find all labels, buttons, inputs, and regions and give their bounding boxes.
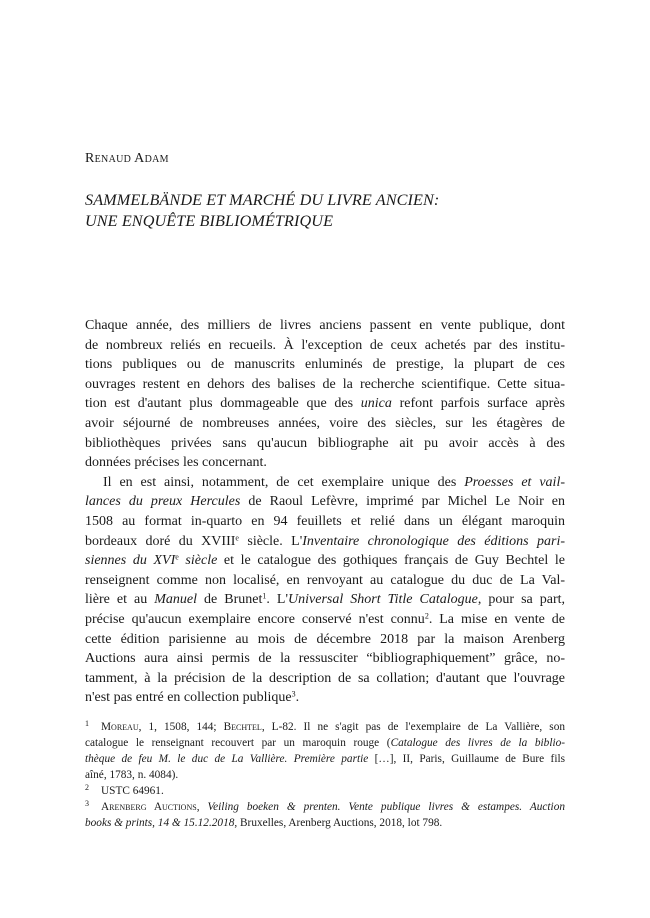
- author-smallcaps: Arenberg Auctions: [101, 801, 197, 813]
- text-line: [85, 492, 565, 512]
- text-run: siècle. L': [238, 533, 303, 549]
- text-run: , pour sa part,: [477, 592, 566, 608]
- text-run: catalogue le renseignant recouvert par un maroquin rouge (: [85, 737, 391, 749]
- text-line: avoir séjourné de nombreuses années, voire des siècles, sur les étagères de: [85, 415, 565, 431]
- italic-book-title: Universal Short Title Catalogue: [288, 592, 478, 608]
- text-run: , Bruxelles, Arenberg Auctions, 2018, lot 798.: [234, 817, 443, 829]
- footnote-ref-2[interactable]: 2: [424, 611, 429, 621]
- ordinal-superscript: e: [175, 552, 179, 562]
- text-run: ,: [196, 801, 208, 813]
- italic-book-title: lances du preux Hercules: [85, 494, 241, 510]
- footnote-1-line: [85, 735, 565, 751]
- text-run: bordeaux doré du XVIII: [85, 533, 236, 549]
- text-run: , L-82. Il ne s'agit pas de l'exemplaire de La Vallière, son: [261, 721, 565, 733]
- italic-book-title: Proesses et vail-: [464, 474, 565, 490]
- text-run: […], II, Paris, Guillaume de Bure fils: [368, 753, 565, 765]
- text-line: tions publiques ou de manuscrits enluminés de prestige, la plupart de ces: [85, 357, 565, 373]
- text-line: Auctions aura ainsi permis de la ressusciter “bibliographiquement” grâce, no-: [85, 651, 565, 667]
- text-line: Chaque année, des milliers de livres anciens passent en vente publique, dont: [85, 318, 565, 333]
- footnote-ref-3[interactable]: 3: [291, 689, 296, 699]
- text-run: . La mise en vente de: [428, 611, 566, 627]
- text-line: [85, 590, 565, 610]
- body-text: [85, 316, 565, 708]
- footnote-3-line: [85, 815, 565, 831]
- text-run: et le catalogue des gothiques français de Guy Bechtel le: [217, 553, 565, 569]
- chapter-title: [85, 190, 585, 232]
- text-run: USTC 64961.: [101, 785, 164, 797]
- text-run: lière et au: [85, 592, 155, 608]
- author-smallcaps: Bechtel: [223, 721, 262, 733]
- italic-catalogue-title: thèque de feu M. le duc de La Vallière. Première partie: [85, 753, 369, 765]
- footnote-2-line: 2 USTC 64961.: [85, 783, 164, 797]
- italic-book-title: Inventaire chronologique des éditions pari-: [302, 533, 565, 549]
- text-run: tion est d'autant plus dommageable que des: [85, 396, 361, 412]
- footnotes: [85, 719, 565, 831]
- text-line: ouvrages restent en dehors des balises de la recherche scientifique. Cette situa-: [85, 376, 565, 392]
- title-line-1: SAMMELBÄNDE ET MARCHÉ DU LIVRE ANCIEN:: [85, 191, 440, 209]
- text-line: renseignent comme non localisé, en renvoyant au catalogue du duc de La Val-: [85, 572, 565, 588]
- text-run: Il en est ainsi, notamment, de cet exemplaire unique des: [103, 474, 465, 490]
- text-run: , 1, 1508, 144;: [138, 721, 224, 733]
- text-line: tamment, à la précision de la description de sa collation; d'autant que l'ouvrage: [85, 670, 565, 686]
- italic-catalogue-title: Catalogue des livres de la biblio-: [390, 737, 566, 749]
- italic-book-title: siennes du XVI: [85, 553, 176, 569]
- text-line: [85, 551, 565, 571]
- italic-term-unica: unica: [360, 396, 392, 412]
- italic-catalogue-title: Veiling boeken & prenten. Vente publique livres & estampes. Auction: [207, 801, 565, 813]
- ordinal-superscript: e: [235, 533, 239, 543]
- italic-catalogue-title: books & prints, 14 & 15.12.2018: [85, 817, 235, 829]
- title-line-2: UNE ENQUÊTE BIBLIOMÉTRIQUE: [85, 212, 334, 230]
- text-line: bibliothèques privées sans qu'aucun bibliographe ait pu avoir accès à des: [85, 435, 565, 451]
- footnote-3-line: 3 Arenberg Auctions, Veiling boeken & prenten. Vente publique livres & estampes. Auction: [85, 799, 565, 813]
- text-line: [85, 532, 565, 552]
- text-line: [85, 394, 565, 414]
- text-line: [85, 688, 565, 708]
- text-line: [85, 610, 565, 630]
- text-run: précise qu'aucun exemplaire encore conservé n'est connu: [85, 611, 425, 627]
- text-line: données précises les concernant.: [85, 455, 267, 471]
- text-run: de Brunet: [197, 592, 263, 608]
- text-run: de Raoul Lefèvre, imprimé par Michel Le Noir en: [240, 494, 566, 510]
- italic-book-title: siècle: [178, 553, 218, 569]
- author-smallcaps: Moreau: [101, 721, 139, 733]
- footnote-1-line: [85, 751, 565, 767]
- footnote-ref-1[interactable]: 1: [262, 591, 267, 601]
- text-line: 1508 au format in-quarto en 94 feuillets et relié dans un élégant maroquin: [85, 513, 565, 529]
- text-line: cette édition parisienne au mois de décembre 2018 par la maison Arenberg: [85, 631, 565, 647]
- text-run: .: [295, 690, 300, 706]
- footnote-1-line: 1 Moreau, 1, 1508, 144; Bechtel, L-82. Il ne s'agit pas de l'exemplaire de La Vallière, son: [85, 719, 565, 733]
- text-run: refont parfois surface après: [391, 396, 565, 412]
- text-line: de nombreux reliés en recueils. À l'exception de ceux achetés par des institu-: [85, 337, 565, 353]
- author-name: Renaud Adam: [85, 151, 169, 166]
- italic-book-title: Manuel: [154, 592, 198, 608]
- text-run: n'est pas entré en collection publique: [85, 690, 292, 706]
- text-run: . L': [266, 592, 289, 608]
- footnote-1-line: aîné, 1783, n. 4084).: [85, 769, 179, 781]
- text-line: [85, 473, 565, 493]
